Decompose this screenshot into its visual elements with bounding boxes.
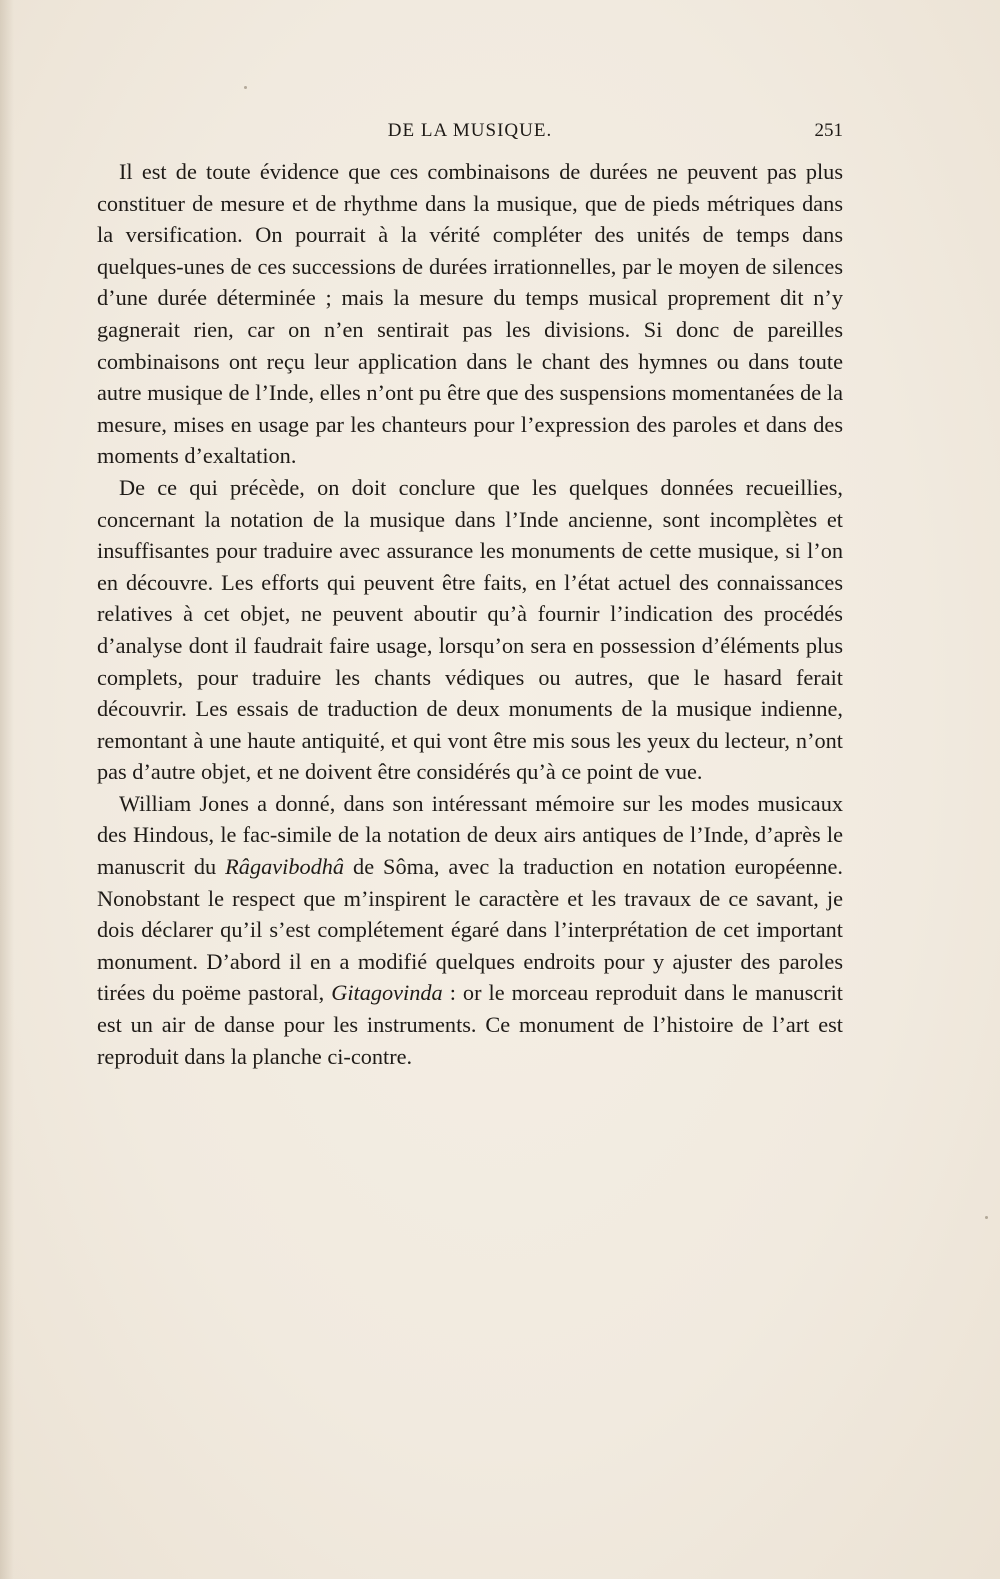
running-title: DE LA MUSIQUE. <box>387 120 553 141</box>
paper-speck <box>985 1216 988 1219</box>
paragraph-text: Il est de toute évidence que ces combinaisons de durées ne peuvent pas plus constituer de mesure et de rhythme dans la musique, que de pieds métriques dans la versification. On pourrait à la vérité compléter des unités de temps dans quelques-unes de ces successions de durées irrationnelles, par le moyen de silences d’une durée déterminée ; mais la mesure du temps musical proprement dit n’y gagnerait rien, car on n’en sentirait pas les divisions. Si donc de pareilles combinaisons ont reçu leur application dans le chant des hymnes ou dans toute autre musique de l’Inde, elles n’ont pu être que des suspensions momentanées de la mesure, mises en usage par les chanteurs pour l’expression des paroles et dans des moments d’exaltation. <box>97 159 843 469</box>
paragraph-text: De ce qui précède, on doit conclure que les quelques données recueillies, concernant la notation de la musique dans l’Inde ancienne, sont incomplètes et insuffisantes pour traduire avec assurance les monuments de cette musique, si l’on en découvre. Les efforts qui peuvent être faits, en l’état actuel des connaissances relatives à cet objet, ne peuvent aboutir qu’à fournir l’indication des procédés d’analyse dont il faudrait faire usage, lorsqu’on sera en possession d’éléments plus complets, pour traduire les chants védiques ou autres, que le hasard ferait découvrir. Les essais de traduction de deux monuments de la musique indienne, remontant à une haute antiquité, et qui vont être mis sous les yeux du lecteur, n’ont pas d’autre objet, et ne doivent être considérés qu’à ce point de vue. <box>97 474 843 785</box>
italic-title-gitagovinda: Gitagovinda <box>331 980 443 1006</box>
body-text <box>97 156 843 1072</box>
italic-title-ragavibodha: Râgavibodhâ <box>225 854 345 880</box>
paragraph <box>97 472 843 788</box>
paragraph-text: de Sôma, avec la traduction en notation européenne. Nonobstant le respect que m’inspirent le caractère et les travaux de ce savant, je dois déclarer qu’il s’est complétement égaré dans l’interprétation de cet important monument. D’abord il en a modifié quelques endroits pour y ajuster des paroles tirées du poëme pastoral, <box>97 854 844 1006</box>
page-gutter-shadow <box>0 0 14 1579</box>
page-header <box>97 118 843 150</box>
paragraph-text: : or le morceau reproduit dans le manuscrit est un air de danse pour les instruments. Ce monument de l’histoire de l’art est reproduit dans la planche ci-contre. <box>97 980 844 1069</box>
paragraph <box>97 156 843 472</box>
paper-speck <box>244 86 247 89</box>
paragraph <box>97 788 843 1072</box>
paragraph-text: William Jones a donné, dans son intéressant mémoire sur les modes musicaux des Hindous, le fac-simile de la notation de deux airs antiques de l’Inde, d’après le manuscrit du <box>97 790 843 880</box>
page-number: 251 <box>814 120 843 141</box>
